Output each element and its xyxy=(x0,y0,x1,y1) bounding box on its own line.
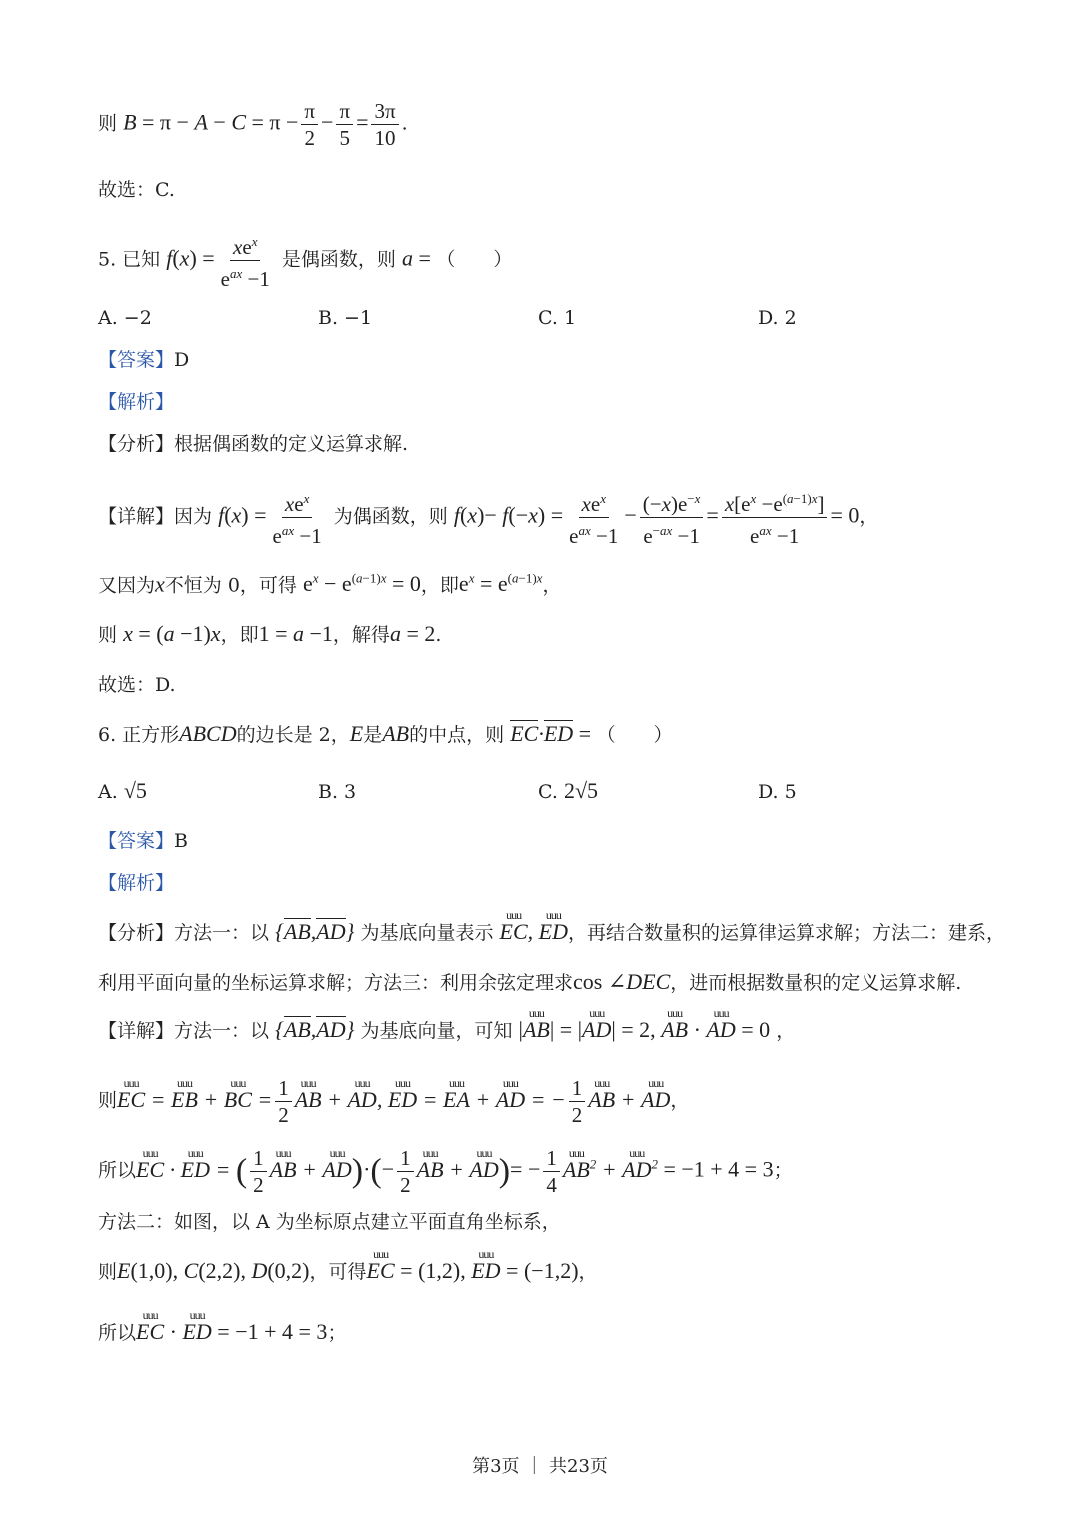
xiangjie-tag-6: 【详解】 xyxy=(98,1020,175,1042)
text-ze4: 则 xyxy=(98,1261,118,1283)
frac-pi-5: $\frac{\pi}{5}$ xyxy=(336,98,353,151)
math-ab: AB xyxy=(382,721,410,746)
text-ji: ，即 xyxy=(420,574,459,597)
q6-options xyxy=(98,779,1010,804)
text-yinwei: 因为 xyxy=(174,505,213,528)
math-diff: f(x)− f(−x) = xyxy=(453,502,564,528)
math-product: EC uuu · ED uuu = xyxy=(136,1157,236,1182)
math-norms: |AB uuu| = |AD uuu| = 2, AB uuu · AD uuu = 0 xyxy=(519,1017,771,1042)
math-exp-eq1: $e^x - e^{(a-1)x} = 0$ xyxy=(302,571,421,597)
math-exp-eq2: $e^x = e^{(a-1)x}$ xyxy=(458,571,543,597)
q5-option-c[interactable]: C. 1 xyxy=(538,307,577,329)
text-suoyi: 所以 xyxy=(98,1159,137,1182)
math-vectors: EC uuu = (1,2), ED uuu = (−1,2) xyxy=(367,1258,579,1283)
text-buhengwei: 不恒为 0，可得 xyxy=(164,574,297,597)
answer-value: D xyxy=(174,349,190,371)
question-6: 6. 正方形ABCD的边长是 2，E是AB的中点，则 EC·ED = （ ） xyxy=(98,721,673,746)
math-x-eq: x = (a −1)x xyxy=(123,621,221,646)
frac-xex-3: $\frac{xe^x}{e^{ax} -1}$ xyxy=(566,486,621,549)
text-youyinwei: 又因为 xyxy=(98,574,156,597)
frac-half-4: $\frac{1}{2}$ xyxy=(397,1145,414,1198)
fenxi-tag-6: 【分析】 xyxy=(98,922,175,944)
line-suoyi: 所以EC uuu · ED uuu = ( $\frac{1}{2}$ AB uuu + AD uuu)·(− $\frac{1}{2}$ AB uuu + AD uuu)= − $\frac{1}{4}$ AB uuu$^2$ + AD uuu$^2$ = −1 + 4 = 3； xyxy=(98,1145,1010,1198)
q5-end: （ ） xyxy=(436,248,513,271)
page-footer: 第3页 ｜ 共23页 xyxy=(472,1456,608,1477)
q6-midpoint: 的中点，则 xyxy=(409,724,505,746)
math-points: E(1,0), C(2,2), D(0,2) xyxy=(117,1258,310,1283)
q5-options xyxy=(98,306,1010,330)
math-a: a xyxy=(401,245,413,271)
text-ji2: ，即 xyxy=(220,624,259,646)
answer-6 xyxy=(98,829,1010,853)
fenxi-text: 根据偶函数的定义运算求解. xyxy=(174,433,409,455)
q5-option-b[interactable]: B. −1 xyxy=(318,307,373,329)
q6-option-c[interactable]: C. 2√5 xyxy=(538,778,599,803)
math-abcd: ABCD xyxy=(179,721,237,746)
frac-xex-2: $\frac{xe^x}{e^{ax} -1}$ xyxy=(270,486,325,549)
text-wei-oushu: 为偶函数，则 xyxy=(333,505,448,528)
answer-5 xyxy=(98,348,1010,372)
fenxi-6 xyxy=(98,920,1010,945)
math-1-eq: 1 = a −1 xyxy=(258,621,333,646)
frac-half-2: $\frac{1}{2}$ xyxy=(569,1075,586,1128)
answer-tag-6: 【答案】 xyxy=(98,830,175,852)
analysis-tag-6: 【解析】 xyxy=(98,872,175,894)
frac-result: $\frac{x[e^x -e^{(a-1)x}]}{e^{ax} -1}$ xyxy=(722,486,828,549)
text-kede: ，可得 xyxy=(309,1261,367,1283)
frac-quarter: $\frac{1}{4}$ xyxy=(543,1145,560,1198)
math-f-def: f(x) = xyxy=(166,245,215,271)
text-jiner: ，进而根据数量积的定义运算求解. xyxy=(670,972,962,994)
answer-tag: 【答案】 xyxy=(98,349,175,371)
xiangjie-tag: 【详解】 xyxy=(98,505,175,528)
q5-option-d[interactable]: D. 2 xyxy=(758,307,797,329)
math-ec-ed: EC·ED xyxy=(510,721,574,746)
question-5: 5. 已知 f(x) = $\frac{xe^x}{e^{ax} -1}$ 是偶函数，则 a = （ ） xyxy=(98,229,1010,292)
math-ec-ed-2: EC uuu, ED uuu xyxy=(500,919,568,944)
line-youyinwei: 又因为x不恒为 0，可得 $e^x - e^{(a-1)x} = 0$，即$e^x = e^{(a-1)x}$， xyxy=(98,571,562,597)
fenxi-6-line2 xyxy=(98,970,1010,995)
line-coords: 则E(1,0), C(2,2), D(0,2)，可得EC uuu = (1,2), ED uuu = (−1,2)， xyxy=(98,1259,1010,1284)
xiangjie-5: 【详解】因为 f(x) = $\frac{xe^x}{e^{ax} -1}$ 为偶函数，则 f(x)− f(−x) = $\frac{xe^x}{e^{ax} -1}$ − $\frac{(-x)e^{-x}}{e^{-ax} -1}$ = $\frac{x[e^x -e^{(a-1)x}]}{e^{ax} -1}$ = 0， xyxy=(98,486,1010,549)
text-zaijiehe: ，再结合数量积的运算律运算求解；方法二：建系， xyxy=(567,922,1005,944)
text-jidi: 为基底向量表示 xyxy=(360,922,494,944)
line-b-angle: 则 B = π − A − C = π − $\frac{\pi}{2}$ − $\frac{\pi}{5}$ = $\frac{3\pi}{10}$ . xyxy=(98,99,408,150)
math-basis-2: {AB,AD} xyxy=(275,1017,355,1042)
text-yi: 方法一：以 xyxy=(174,922,270,944)
text-ze2: 则 xyxy=(98,624,118,646)
frac-half-3: $\frac{1}{2}$ xyxy=(250,1145,267,1198)
text-ze3: 则 xyxy=(98,1089,118,1112)
math-product-2: EC uuu · ED uuu = −1 + 4 = 3 xyxy=(136,1319,327,1344)
math-cos: cos ∠DEC xyxy=(573,969,671,994)
q6-shi: 是 xyxy=(363,724,383,746)
q6-end: （ ） xyxy=(596,724,673,746)
q6-side: 的边长是 2， xyxy=(236,724,350,746)
text-jiede: ，解得 xyxy=(332,624,390,646)
line-choose-c: 故选：C. xyxy=(98,179,175,201)
text-kezhi: 为基底向量，可知 xyxy=(360,1020,513,1042)
text-ze: 则 xyxy=(98,112,118,135)
line-ze-x: 则 x = (a −1)x，即1 = a −1，解得a = 2. xyxy=(98,621,442,646)
text-fangfa1: 方法一：以 xyxy=(174,1020,270,1042)
q5-option-a[interactable]: A. −2 xyxy=(98,307,152,329)
frac-3pi-10: $\frac{3\pi}{10}$ xyxy=(371,98,398,151)
frac-negx: $\frac{(-x)e^{-x}}{e^{-ax} -1}$ xyxy=(640,486,704,549)
q6-c-label: C. xyxy=(538,781,558,803)
math-fx: f(x) = xyxy=(218,502,267,528)
math-e: E xyxy=(349,721,364,746)
q5-prefix: 5. 已知 xyxy=(98,248,161,271)
math-ec-expr: EC uuu = EB uuu + BC uuu = xyxy=(117,1087,272,1112)
q6-option-a[interactable]: A. √5 xyxy=(98,778,147,803)
text-liyong: 利用平面向量的坐标运算求解；方法三：利用余弦定理求 xyxy=(98,972,574,994)
answer-value-6: B xyxy=(174,830,188,852)
line-suoyi2: 所以EC uuu · ED uuu = −1 + 4 = 3； xyxy=(98,1320,1010,1345)
frac-half: $\frac{1}{2}$ xyxy=(275,1075,292,1128)
frac-pi-2: $\frac{\pi}{2}$ xyxy=(301,98,318,151)
xiangjie-6: 【详解】方法一：以 {AB,AD} 为基底向量，可知 |AB uuu| = |AD uuu| = 2, AB uuu · AD uuu = 0 ， xyxy=(98,1018,1010,1043)
fenxi-tag: 【分析】 xyxy=(98,433,175,455)
frac-xex: $\frac{xe^x}{e^{ax} -1}$ xyxy=(218,229,273,292)
q6-prefix: 6. 正方形 xyxy=(98,724,180,746)
math-b-eq: B = π − A − C = π − xyxy=(123,109,299,135)
math-a-eq-2: a = 2 xyxy=(389,621,436,646)
q6-a-label: A. xyxy=(98,781,118,803)
q6-option-b[interactable]: B. 3 xyxy=(318,781,357,803)
q5-suffix: 是偶函数，则 xyxy=(281,248,396,271)
line-fangfa2: 方法二：如图，以 A 为坐标原点建立平面直角坐标系， xyxy=(98,1211,561,1233)
text-suoyi2: 所以 xyxy=(98,1322,137,1344)
line-choose-d: 故选：D. xyxy=(98,674,176,696)
fenxi-5 xyxy=(98,432,1010,456)
analysis-tag-5: 【解析】 xyxy=(98,391,175,413)
math-basis: {AB,AD} xyxy=(275,919,355,944)
line-ec-ed-expr: 则EC uuu = EB uuu + BC uuu = $\frac{1}{2}$ AB uuu + AD uuu, ED uuu = EA uuu + AD uuu = − $\frac{1}{2}$ AB uuu + AD uuu， xyxy=(98,1075,1010,1128)
q6-option-d[interactable]: D. 5 xyxy=(758,781,797,803)
